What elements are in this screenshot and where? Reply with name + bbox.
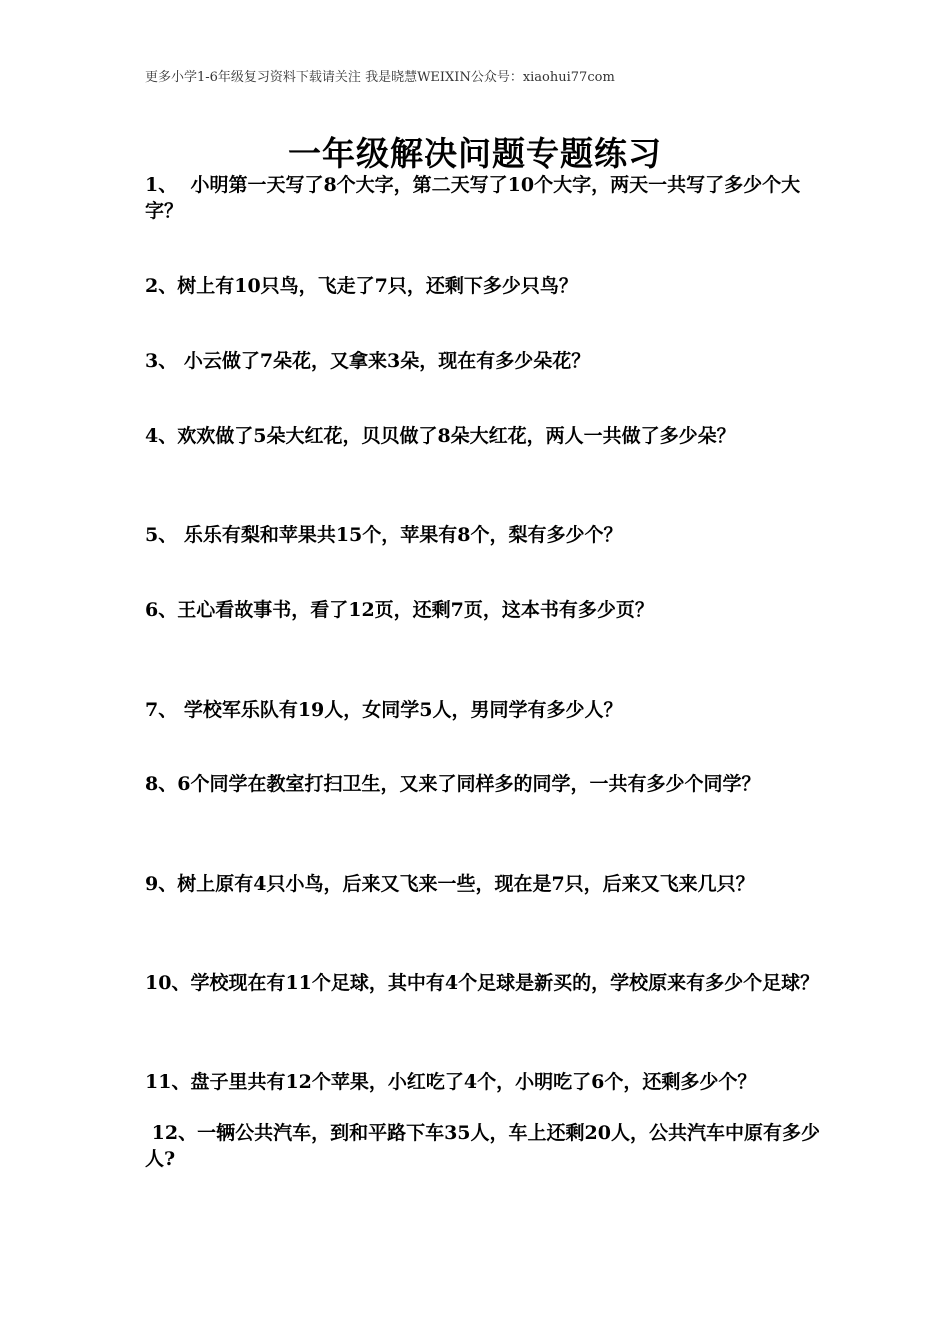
question-2: 2、树上有10只鸟，飞走了7只，还剩下多少只鸟？ xyxy=(145,275,578,297)
question-9: 9、树上原有4只小鸟，后来又飞来一些，现在是7只，后来又飞来几只？ xyxy=(145,873,755,895)
question-6: 6、王心看故事书，看了12页，还剩7页，这本书有多少页？ xyxy=(145,599,654,621)
question-12: 12、一辆公共汽车，到和平路下车35人，车上还剩20人，公共汽车中原有多少人? xyxy=(145,1122,820,1170)
page-title: 一年级解决问题专题练习 xyxy=(288,134,662,173)
question-7: 7、 学校军乐队有19人，女同学5人，男同学有多少人？ xyxy=(145,699,623,721)
question-8: 8、6个同学在教室打扫卫生，又来了同样多的同学，一共有多少个同学？ xyxy=(145,773,761,795)
question-1: 1、 小明第一天写了8个大字，第二天写了10个大字，两天一共写了多少个大字？ xyxy=(145,174,801,222)
header-note: 更多小学1-6年级复习资料下载请关注 我是晓慧WEIXIN公众号：xiaohui77com xyxy=(145,70,615,85)
question-10: 10、学校现在有11个足球，其中有4个足球是新买的，学校原来有多少个足球？ xyxy=(145,972,820,994)
question-5: 5、 乐乐有梨和苹果共15个，苹果有8个，梨有多少个？ xyxy=(145,524,623,546)
question-4: 4、欢欢做了5朵大红花，贝贝做了8朵大红花，两人一共做了多少朵？ xyxy=(145,425,736,447)
question-11: 11、盘子里共有12个苹果，小红吃了4个，小明吃了6个，还剩多少个？ xyxy=(145,1071,757,1093)
question-3: 3、 小云做了7朵花，又拿来3朵，现在有多少朵花？ xyxy=(145,350,591,372)
